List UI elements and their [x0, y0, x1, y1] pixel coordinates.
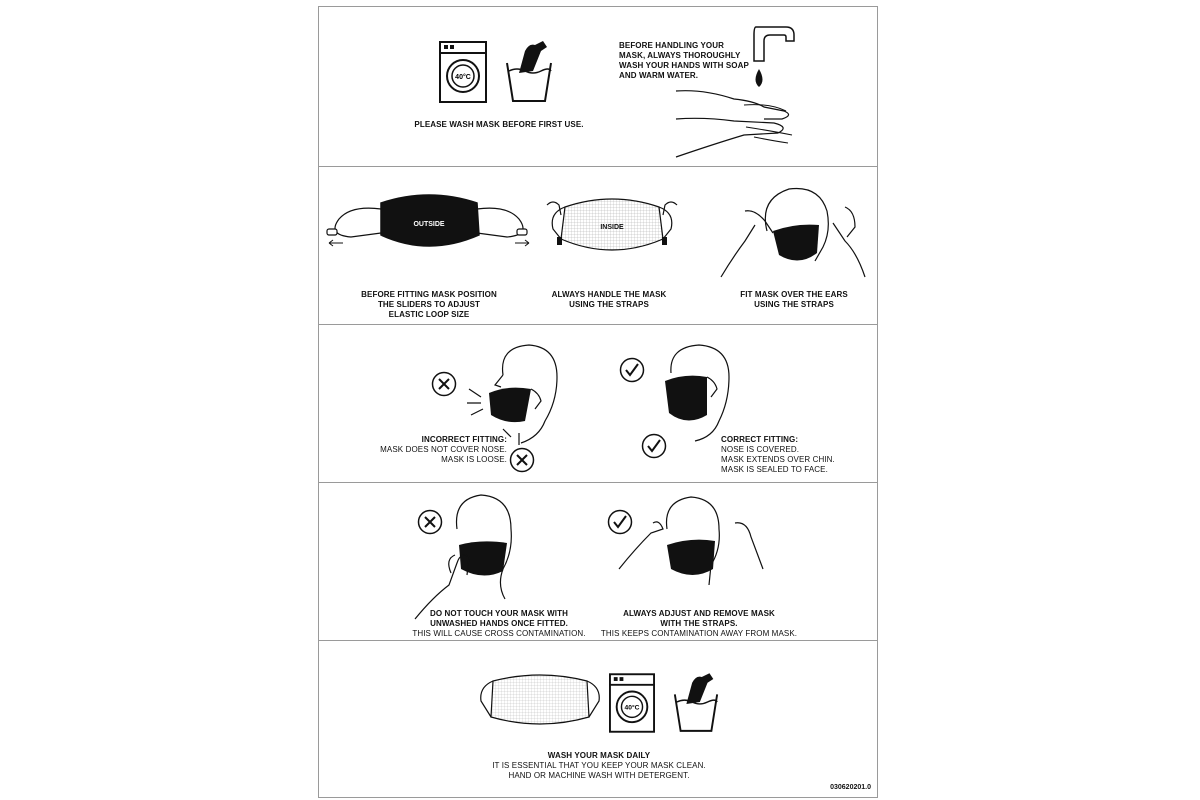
- mask-mesh-illustration: [477, 673, 603, 727]
- document-code: 030620201.0: [830, 784, 871, 791]
- section-fitting: [319, 167, 877, 325]
- inside-label: INSIDE: [600, 224, 624, 231]
- wash-title: WASH YOUR MASK DAILY: [547, 751, 651, 760]
- hand-wash-instruction: BEFORE HANDLING YOUR MASK, ALWAYS THOROUGHLY WASH YOUR HANDS WITH SOAP AND WARM WATER.: [619, 41, 749, 80]
- hand-wash-icon: [503, 41, 555, 103]
- no-touch-title: DO NOT TOUCH YOUR MASK WITH UNWASHED HANDS ONCE FITTED.: [430, 609, 568, 628]
- section-correct-fitting: [319, 325, 877, 483]
- temp-label: 40°C: [455, 74, 471, 81]
- correct-body: NOSE IS COVERED. MASK EXTENDS OVER CHIN. MASK IS SEALED TO FACE.: [721, 445, 835, 474]
- adjust-title: ALWAYS ADJUST AND REMOVE MASK WITH THE STRAPS.: [623, 609, 775, 628]
- correct-fitting-text: [721, 435, 871, 475]
- wash-before-first-use-caption: PLEASE WASH MASK BEFORE FIRST USE.: [414, 120, 584, 129]
- cross-icon: [431, 371, 457, 397]
- hand-wash-icon: [671, 673, 721, 733]
- adjust-text: [599, 609, 799, 639]
- adjust-body: THIS KEEPS CONTAMINATION AWAY FROM MASK.: [600, 629, 798, 638]
- no-touch-body: THIS WILL CAUSE CROSS CONTAMINATION.: [412, 629, 586, 638]
- mask-inside-illustration: [547, 195, 677, 257]
- incorrect-fitting-illustration: [459, 341, 563, 449]
- mask-outside-illustration: [321, 193, 537, 253]
- outside-label: OUTSIDE: [413, 221, 445, 228]
- handwashing-illustration: [674, 19, 849, 164]
- incorrect-fitting-text: [339, 435, 507, 465]
- section-wash-before-use: [319, 7, 877, 167]
- section-handling: [319, 483, 877, 641]
- wash-body: IT IS ESSENTIAL THAT YOU KEEP YOUR MASK CLEAN. HAND OR MACHINE WASH WITH DETERGENT.: [492, 761, 706, 780]
- correct-title: CORRECT FITTING:: [721, 435, 799, 444]
- caption-handle: ALWAYS HANDLE THE MASK USING THE STRAPS: [551, 290, 667, 309]
- correct-fitting-illustration: [641, 341, 741, 445]
- caption-fit: FIT MASK OVER THE EARS USING THE STRAPS: [740, 290, 848, 309]
- touch-mask-illustration: [411, 489, 531, 619]
- daily-wash-text: [449, 751, 749, 781]
- fit-mask-illustration: [715, 181, 867, 281]
- caption-sliders: BEFORE FITTING MASK POSITION THE SLIDERS TO ADJUST ELASTIC LOOP SIZE: [361, 290, 497, 319]
- adjust-mask-illustration: [615, 489, 765, 599]
- washing-machine-icon: [439, 41, 487, 103]
- incorrect-body: MASK DOES NOT COVER NOSE. MASK IS LOOSE.: [380, 445, 507, 464]
- incorrect-title: INCORRECT FITTING:: [421, 435, 507, 444]
- section-daily-wash: [319, 641, 877, 797]
- washing-machine-icon: [609, 673, 655, 733]
- instruction-sheet: [318, 6, 878, 798]
- no-touch-text: [399, 609, 599, 639]
- temp-label: 40°C: [624, 704, 640, 712]
- check-icon: [641, 433, 667, 459]
- cross-icon: [509, 447, 535, 473]
